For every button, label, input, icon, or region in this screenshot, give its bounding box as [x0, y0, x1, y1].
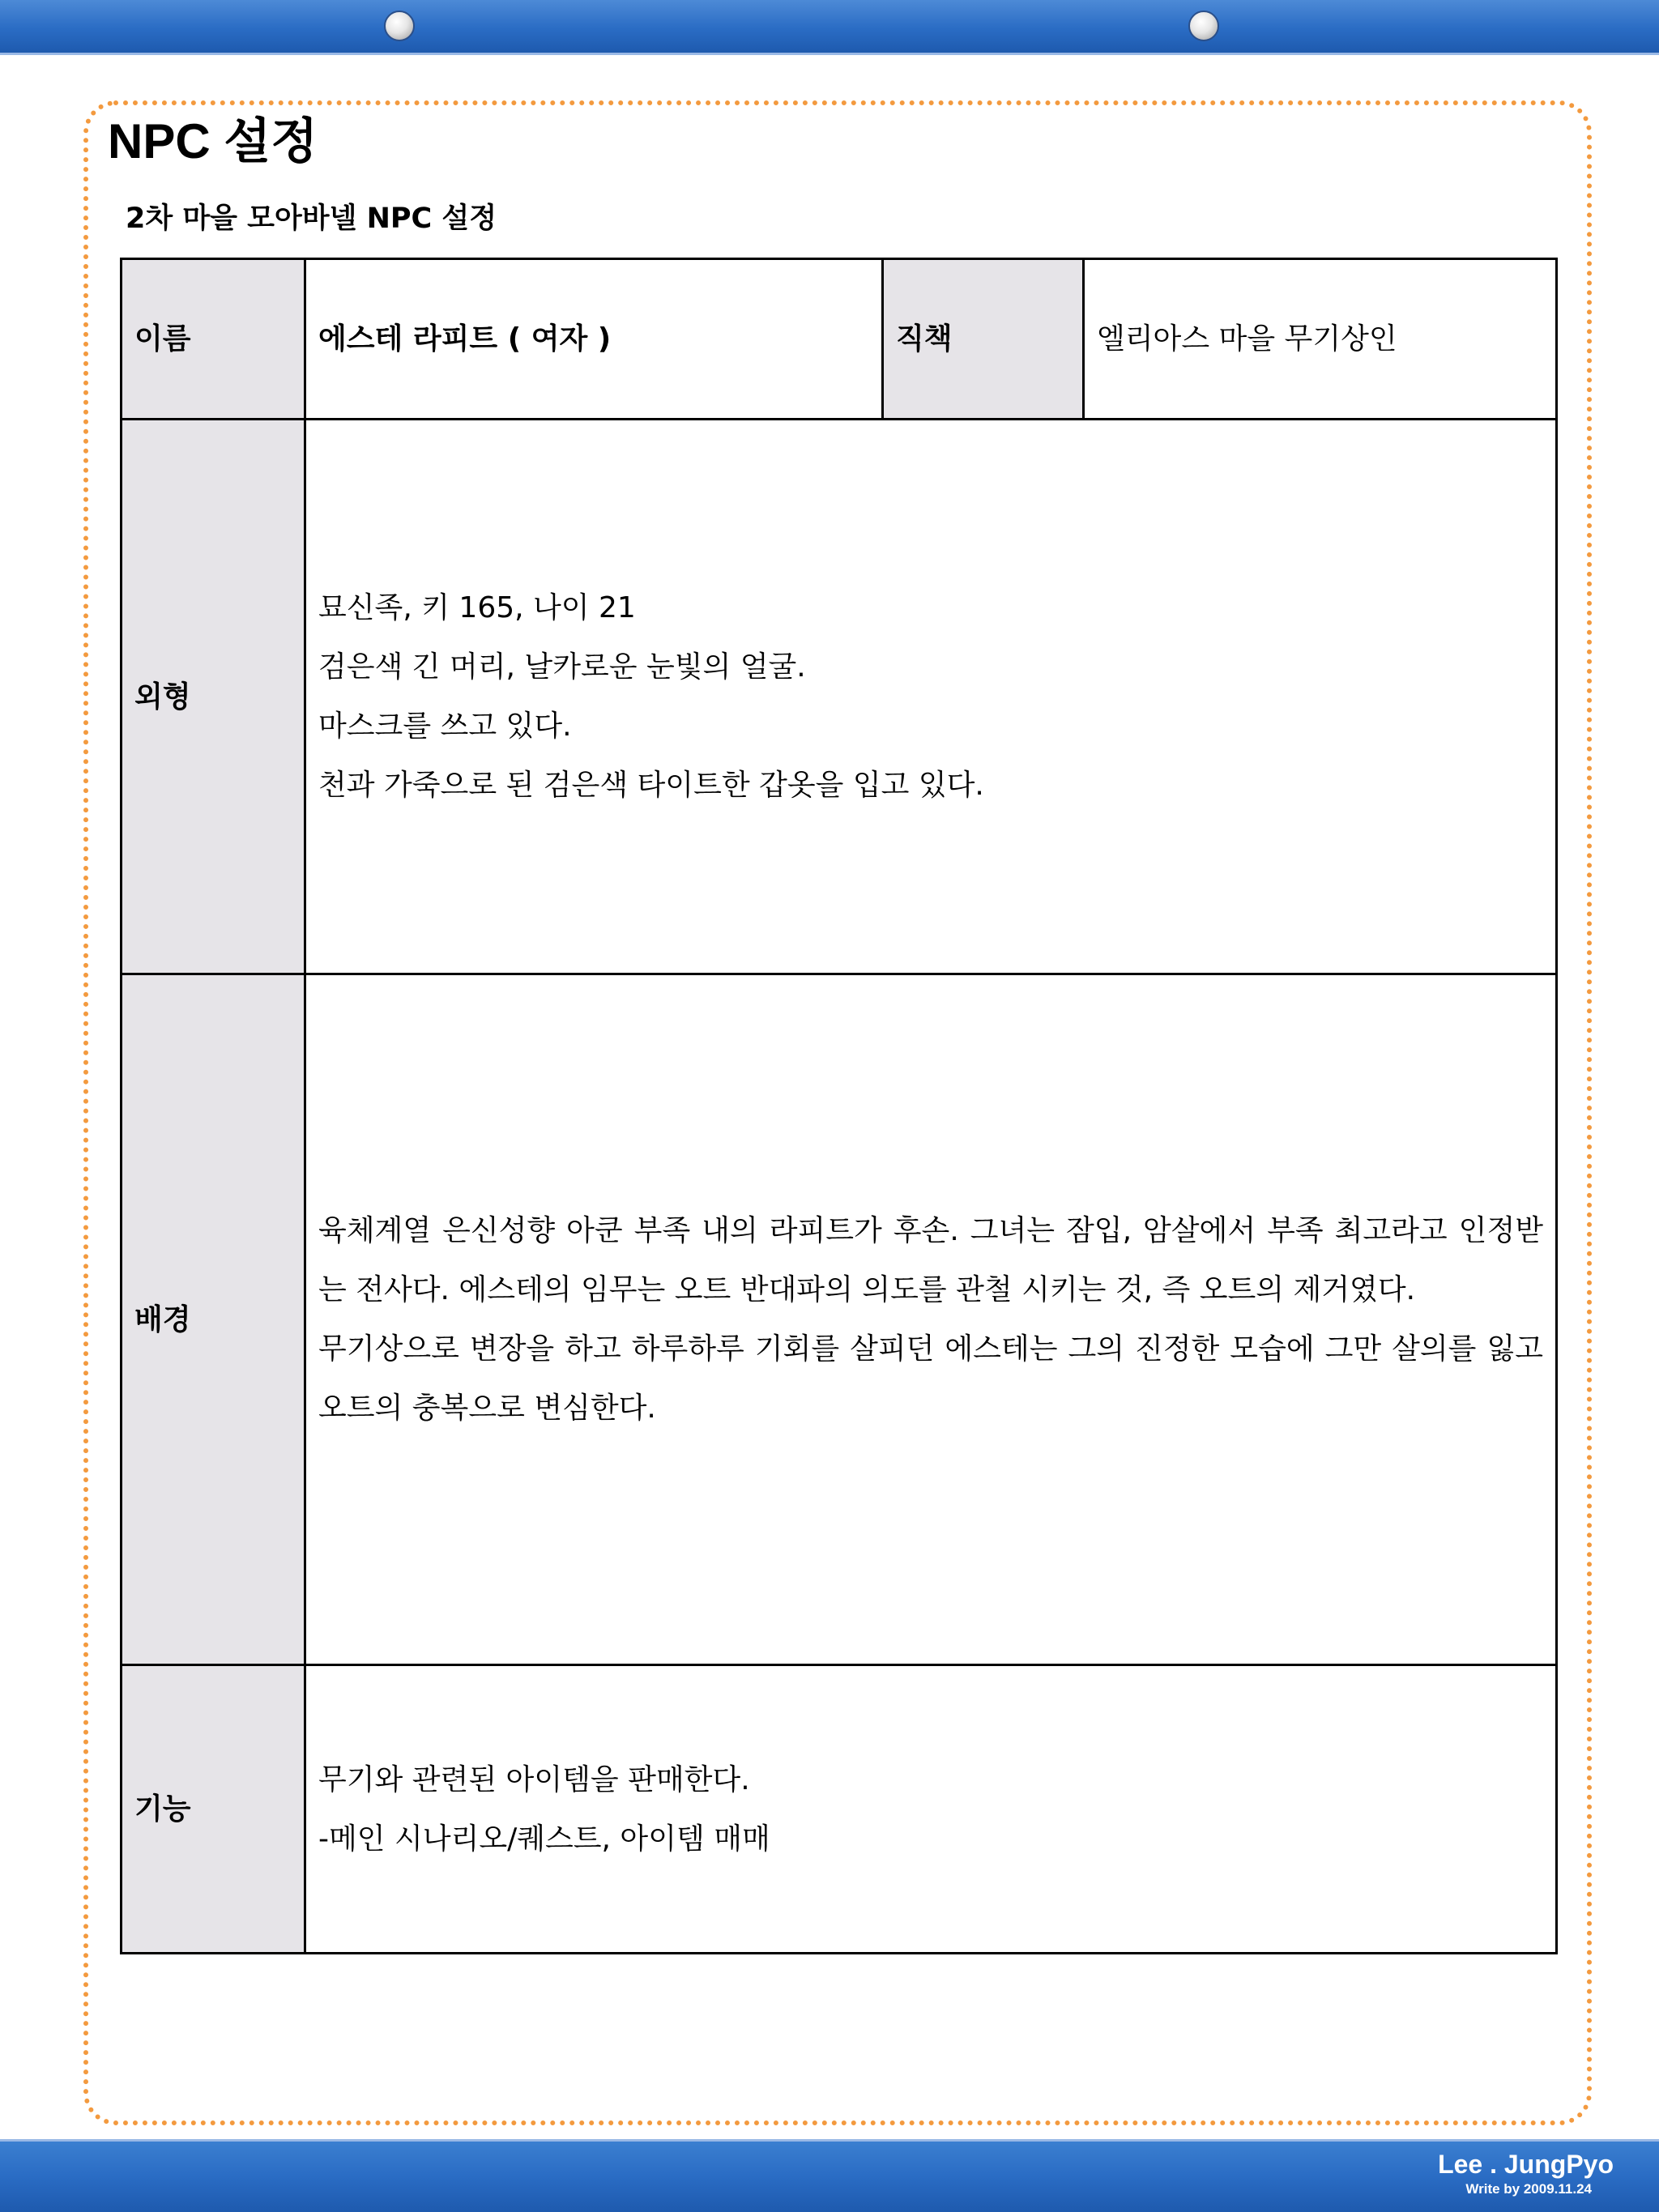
role-label: 직책 [883, 259, 1084, 420]
binder-hole-icon [384, 11, 415, 41]
function-line: -메인 시나리오/퀘스트, 아이템 매매 [318, 1822, 770, 1856]
top-header-bar [0, 0, 1659, 55]
appearance-label: 외형 [122, 420, 305, 974]
background-row [122, 974, 1557, 1665]
binder-hole-icon [1188, 11, 1219, 41]
author-name: Lee . JungPyo [1438, 2150, 1614, 2179]
function-line: 무기와 관련된 아이템을 판매한다. [318, 1762, 750, 1796]
page-title: NPC 설정 [108, 114, 318, 168]
background-label: 배경 [122, 974, 305, 1665]
name-label: 이름 [122, 259, 305, 420]
background-paragraph: 육체계열 은신성향 아쿤 부족 내의 라피트가 후손. 그녀는 잠입, 암살에서 부족 최고라고 인정받는 전사다. 에스테의 임무는 오트 반대파의 의도를 관철 시키는 것, 즉 오트의 제거였다. [318, 1214, 1543, 1306]
name-row [122, 259, 1557, 420]
appearance-line: 마스크를 쓰고 있다. [318, 710, 572, 743]
bottom-footer-bar [0, 2139, 1659, 2212]
write-date: Write by 2009.11.24 [1465, 2181, 1592, 2197]
function-row [122, 1665, 1557, 1954]
appearance-line: 천과 가죽으로 된 검은색 타이트한 갑옷을 입고 있다. [318, 769, 984, 802]
function-content [305, 1665, 1557, 1954]
function-label: 기능 [122, 1665, 305, 1954]
appearance-content [305, 420, 1557, 974]
background-content [305, 974, 1557, 1665]
background-paragraph: 무기상으로 변장을 하고 하루하루 기회를 살피던 에스테는 그의 진정한 모습에 그만 살의를 잃고 오트의 충복으로 변심한다. [318, 1332, 1543, 1425]
appearance-row [122, 420, 1557, 974]
section-subtitle: 2차 마을 모아바넬 NPC 설정 [126, 202, 497, 235]
npc-info-table [120, 258, 1558, 1954]
appearance-line: 묘신족, 키 165, 나이 21 [318, 591, 636, 624]
name-value: 에스테 라피트 ( 여자 ) [305, 259, 883, 420]
role-value: 엘리아스 마을 무기상인 [1084, 259, 1557, 420]
appearance-line: 검은색 긴 머리, 날카로운 눈빛의 얼굴. [318, 650, 806, 684]
